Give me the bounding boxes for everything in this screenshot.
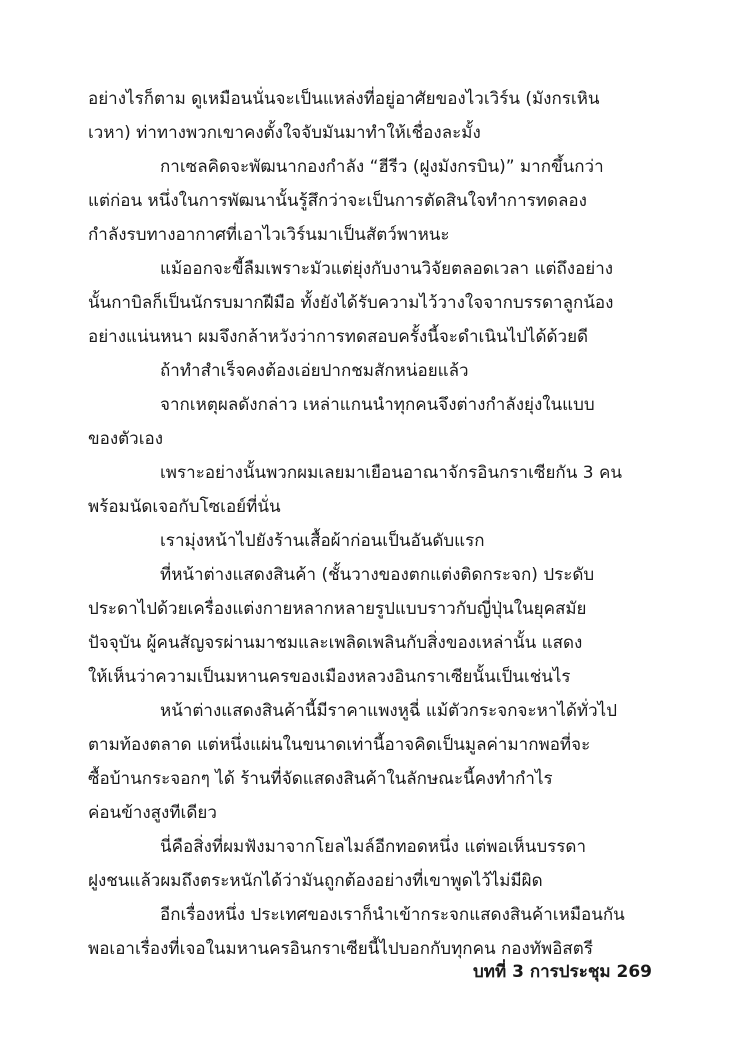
text-line: แม้ออกจะขี้ลืมเพราะมัวแต่ยุ่งกับงานวิจัยตลอดเวลา แต่ถึงอย่าง [160, 259, 614, 279]
text-line: ประดาไปด้วยเครื่องแต่งกายหลากหลายรูปแบบราวกับญี่ปุ่นในยุคสมัย [88, 599, 587, 619]
text-line: เรามุ่งหน้าไปยังร้านเสื้อผ้าก่อนเป็นอันดับแรก [160, 531, 485, 551]
text-line: กำลังรบทางอากาศที่เอาไวเวิร์นมาเป็นสัตว์พาหนะ [88, 225, 450, 245]
text-line: เวหา) ท่าทางพวกเขาคงตั้งใจจับมันมาทำให้เชื่องละมั้ง [88, 123, 481, 143]
text-line: ที่หน้าต่างแสดงสินค้า (ชั้นวางของตกแต่งติดกระจก) ประดับ [160, 565, 595, 585]
text-line: ปัจจุบัน ผู้คนสัญจรผ่านมาชมและเพลิดเพลินกับสิ่งของเหล่านั้น แสดง [88, 633, 583, 653]
text-line: นั้นกาบิลก็เป็นนักรบมากฝีมือ ทั้งยังได้รับความไว้วางใจจากบรรดาลูกน้อง [88, 293, 614, 313]
text-line: เพราะอย่างนั้นพวกผมเลยมาเยือนอาณาจักรอินกราเซียกัน 3 คน [160, 463, 622, 483]
text-line: แต่ก่อน หนึ่งในการพัฒนานั้นรู้สึกว่าจะเป็นการตัดสินใจทำการทดลอง [88, 191, 587, 211]
text-line: อย่างแน่นหนา ผมจึงกล้าหวังว่าการทดสอบครั้งนี้จะดำเนินไปได้ด้วยดี [88, 327, 589, 347]
text-line: อีกเรื่องหนึ่ง ประเทศของเราก็นำเข้ากระจกแสดงสินค้าเหมือนกัน [160, 905, 625, 925]
text-line: พร้อมนัดเจอกับโซเอย์ที่นั่น [88, 497, 281, 517]
text-line: จากเหตุผลดังกล่าว เหล่าแกนนำทุกคนจึงต่างกำลังยุ่งในแบบ [160, 395, 595, 415]
text-line: พอเอาเรื่องที่เจอในมหานครอินกราเซียนี้ไปบอกกับทุกคน กองทัพอิสตรี [88, 939, 593, 959]
text-line: ค่อนข้างสูงทีเดียว [88, 803, 217, 823]
text-line: กาเซลคิดจะพัฒนากองกำลัง “ฮีรีว (ฝูงมังกรบิน)” มากขึ้นกว่า [160, 157, 604, 177]
text-line: นี่คือสิ่งที่ผมฟังมาจากโยลไมล์อีกทอดหนึ่ง แต่พอเห็นบรรดา [160, 837, 587, 857]
text-line: อย่างไรก็ตาม ดูเหมือนนั่นจะเป็นแหล่งที่อยู่อาศัยของไวเวิร์น (มังกรเหิน [88, 89, 600, 109]
text-line: ฝูงชนแล้วผมถึงตระหนักได้ว่ามันถูกต้องอย่างที่เขาพูดไว้ไม่มีผิด [88, 871, 543, 891]
text-line: หน้าต่างแสดงสินค้านี้มีราคาแพงหูฉี่ แม้ตัวกระจกจะหาได้ทั่วไป [160, 701, 618, 721]
text-line: ซื้อบ้านกระจอกๆ ได้ ร้านที่จัดแสดงสินค้าในลักษณะนี้คงทำกำไร [88, 769, 553, 789]
text-line: ของตัวเอง [88, 429, 164, 449]
text-line: ถ้าทำสำเร็จคงต้องเอ่ยปากชมสักหน่อยแล้ว [160, 361, 469, 381]
text-line: ตามท้องตลาด แต่หนึ่งแผ่นในขนาดเท่านี้อาจคิดเป็นมูลค่ามากพอที่จะ [88, 735, 591, 755]
text-line: ให้เห็นว่าความเป็นมหานครของเมืองหลวงอินกราเซียนั้นเป็นเช่นไร [88, 667, 571, 687]
page-footer: บทที่ 3 การประชุม 269 [472, 962, 652, 982]
